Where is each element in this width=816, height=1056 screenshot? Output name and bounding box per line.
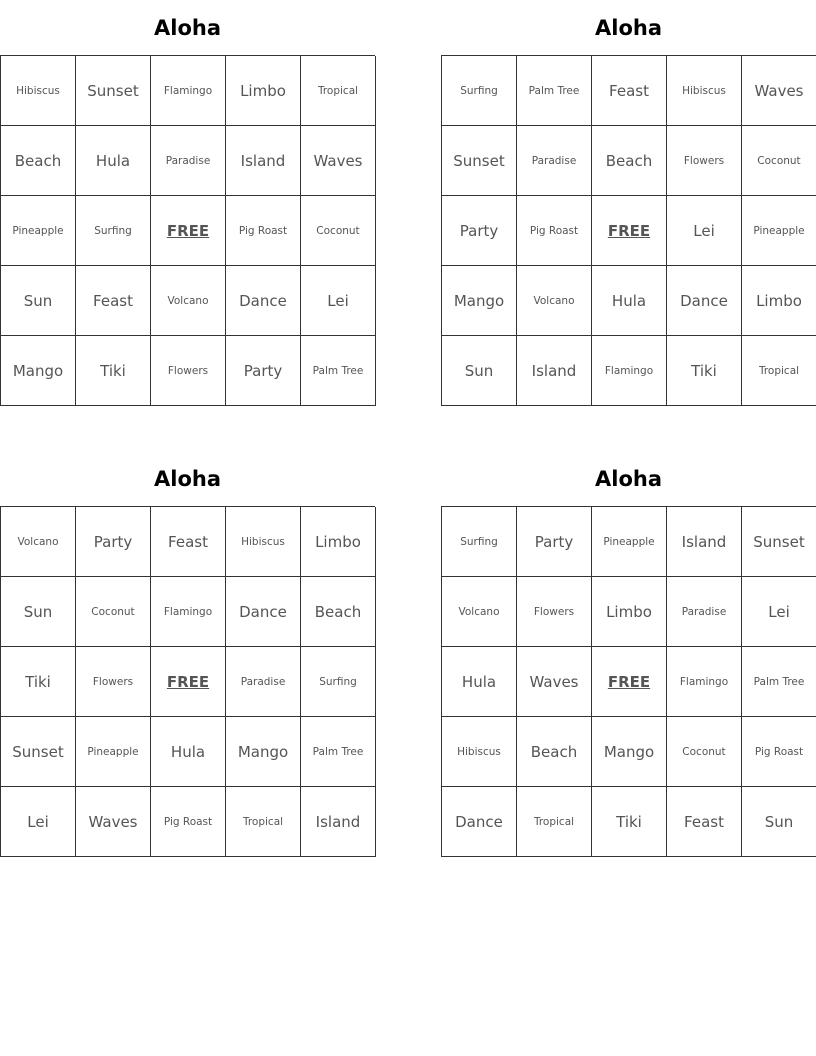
bingo-cell: Surfing bbox=[301, 647, 376, 717]
card-title: Aloha bbox=[595, 467, 662, 491]
bingo-cell: Pineapple bbox=[592, 507, 667, 577]
bingo-cell: Waves bbox=[742, 56, 816, 126]
bingo-cell: Tiki bbox=[667, 336, 742, 406]
bingo-cell: Limbo bbox=[301, 507, 376, 577]
bingo-cell: Sunset bbox=[1, 717, 76, 787]
bingo-cell: Tropical bbox=[742, 336, 816, 406]
bingo-cell: Waves bbox=[301, 126, 376, 196]
free-space-cell: FREE bbox=[592, 647, 667, 717]
bingo-cell: Pig Roast bbox=[226, 196, 301, 266]
bingo-cell: Volcano bbox=[442, 577, 517, 647]
bingo-cell: Coconut bbox=[76, 577, 151, 647]
bingo-cell: Island bbox=[226, 126, 301, 196]
bingo-cell: Tiki bbox=[592, 787, 667, 857]
bingo-cell: Flamingo bbox=[592, 336, 667, 406]
bingo-cell: Sunset bbox=[442, 126, 517, 196]
bingo-cell: Coconut bbox=[742, 126, 816, 196]
bingo-cell: Flowers bbox=[517, 577, 592, 647]
bingo-cell: Feast bbox=[667, 787, 742, 857]
bingo-cell: Hula bbox=[442, 647, 517, 717]
bingo-cell: Lei bbox=[667, 196, 742, 266]
bingo-cell: Party bbox=[76, 507, 151, 577]
bingo-cell: Sun bbox=[1, 577, 76, 647]
bingo-cell: Pineapple bbox=[1, 196, 76, 266]
bingo-cell: Surfing bbox=[442, 56, 517, 126]
bingo-cell: Coconut bbox=[301, 196, 376, 266]
bingo-cell: Limbo bbox=[742, 266, 816, 336]
bingo-cell: Beach bbox=[301, 577, 376, 647]
bingo-cell: Feast bbox=[592, 56, 667, 126]
bingo-cell: Sunset bbox=[76, 56, 151, 126]
bingo-cell: Mango bbox=[226, 717, 301, 787]
bingo-card-3 bbox=[0, 451, 375, 857]
bingo-cell: Tiki bbox=[1, 647, 76, 717]
bingo-cell: Sun bbox=[442, 336, 517, 406]
bingo-grid bbox=[0, 506, 375, 857]
bingo-cell: Beach bbox=[517, 717, 592, 787]
bingo-cell: Paradise bbox=[517, 126, 592, 196]
bingo-cell: Pig Roast bbox=[151, 787, 226, 857]
bingo-cell: Pineapple bbox=[76, 717, 151, 787]
bingo-cell: Volcano bbox=[1, 507, 76, 577]
bingo-cell: Flamingo bbox=[151, 56, 226, 126]
bingo-cell: Palm Tree bbox=[301, 336, 376, 406]
bingo-cell: Dance bbox=[442, 787, 517, 857]
bingo-cell: Surfing bbox=[442, 507, 517, 577]
bingo-cell: Flamingo bbox=[667, 647, 742, 717]
bingo-cell: Paradise bbox=[151, 126, 226, 196]
bingo-grid bbox=[0, 55, 375, 406]
bingo-cell: Tiki bbox=[76, 336, 151, 406]
bingo-cell: Dance bbox=[226, 577, 301, 647]
bingo-cell: Pig Roast bbox=[517, 196, 592, 266]
bingo-cell: Volcano bbox=[151, 266, 226, 336]
bingo-cell: Volcano bbox=[517, 266, 592, 336]
bingo-grid bbox=[441, 55, 816, 406]
bingo-cell: Hibiscus bbox=[667, 56, 742, 126]
bingo-cell: Island bbox=[301, 787, 376, 857]
bingo-card-2 bbox=[441, 0, 816, 406]
bingo-cell: Limbo bbox=[226, 56, 301, 126]
bingo-cell: Dance bbox=[226, 266, 301, 336]
card-title: Aloha bbox=[154, 467, 221, 491]
bingo-cell: Tropical bbox=[517, 787, 592, 857]
free-space-cell: FREE bbox=[592, 196, 667, 266]
bingo-cell: Pineapple bbox=[742, 196, 816, 266]
bingo-cell: Party bbox=[226, 336, 301, 406]
bingo-cell: Tropical bbox=[301, 56, 376, 126]
card-title: Aloha bbox=[595, 16, 662, 40]
bingo-cell: Flowers bbox=[76, 647, 151, 717]
bingo-cell: Sun bbox=[742, 787, 816, 857]
bingo-cell: Feast bbox=[76, 266, 151, 336]
bingo-cell: Waves bbox=[76, 787, 151, 857]
bingo-cell: Surfing bbox=[76, 196, 151, 266]
bingo-cell: Beach bbox=[1, 126, 76, 196]
bingo-cell: Hibiscus bbox=[442, 717, 517, 787]
bingo-cell: Sunset bbox=[742, 507, 816, 577]
bingo-cell: Limbo bbox=[592, 577, 667, 647]
bingo-cell: Lei bbox=[301, 266, 376, 336]
bingo-cell: Palm Tree bbox=[301, 717, 376, 787]
bingo-cell: Island bbox=[667, 507, 742, 577]
bingo-cell: Waves bbox=[517, 647, 592, 717]
bingo-cell: Mango bbox=[1, 336, 76, 406]
bingo-cell: Party bbox=[517, 507, 592, 577]
bingo-cell: Hula bbox=[151, 717, 226, 787]
bingo-cell: Palm Tree bbox=[517, 56, 592, 126]
bingo-cell: Flowers bbox=[151, 336, 226, 406]
bingo-cell: Beach bbox=[592, 126, 667, 196]
bingo-cell: Mango bbox=[592, 717, 667, 787]
free-space-cell: FREE bbox=[151, 196, 226, 266]
bingo-cell: Feast bbox=[151, 507, 226, 577]
bingo-cell: Palm Tree bbox=[742, 647, 816, 717]
bingo-cell: Paradise bbox=[226, 647, 301, 717]
bingo-cell: Mango bbox=[442, 266, 517, 336]
bingo-cell: Flamingo bbox=[151, 577, 226, 647]
bingo-cell: Hula bbox=[592, 266, 667, 336]
bingo-cell: Party bbox=[442, 196, 517, 266]
bingo-cell: Hula bbox=[76, 126, 151, 196]
bingo-cell: Paradise bbox=[667, 577, 742, 647]
bingo-grid bbox=[441, 506, 816, 857]
bingo-cell: Island bbox=[517, 336, 592, 406]
bingo-cell: Flowers bbox=[667, 126, 742, 196]
bingo-cell: Coconut bbox=[667, 717, 742, 787]
bingo-cell: Dance bbox=[667, 266, 742, 336]
bingo-card-4 bbox=[441, 451, 816, 857]
bingo-cell: Hibiscus bbox=[1, 56, 76, 126]
bingo-cell: Lei bbox=[742, 577, 816, 647]
free-space-cell: FREE bbox=[151, 647, 226, 717]
bingo-cell: Tropical bbox=[226, 787, 301, 857]
card-title: Aloha bbox=[154, 16, 221, 40]
bingo-cell: Pig Roast bbox=[742, 717, 816, 787]
bingo-card-1 bbox=[0, 0, 375, 406]
bingo-cell: Hibiscus bbox=[226, 507, 301, 577]
bingo-cell: Sun bbox=[1, 266, 76, 336]
bingo-cell: Lei bbox=[1, 787, 76, 857]
